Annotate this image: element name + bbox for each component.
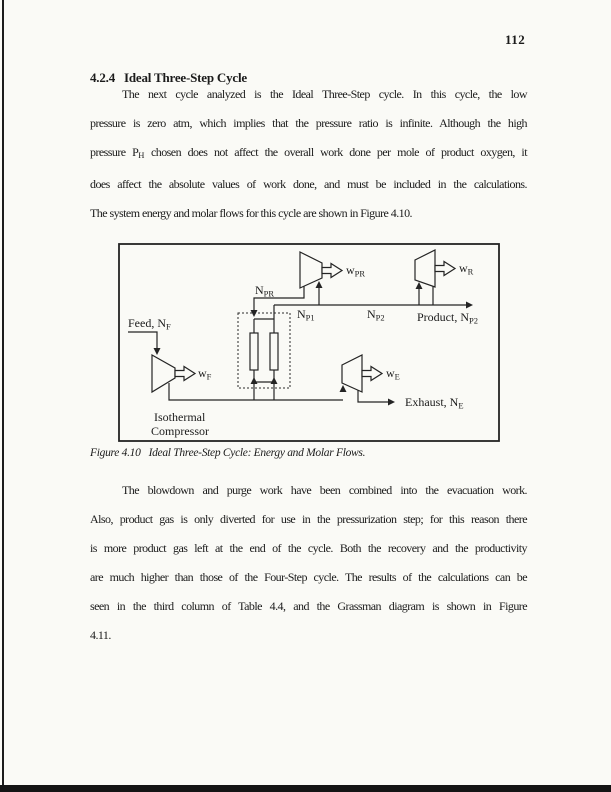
paragraph-2	[90, 476, 527, 650]
adsorbent-bed-left	[250, 333, 258, 370]
label-np1: $N_{P1}$	[297, 307, 315, 323]
body-line: pressure is zero atm, which implies that the pressure ratio is infinite. Although the high	[90, 116, 527, 130]
body-line: Also, product gas is only diverted for use in the pressurization step; for this reason there	[90, 512, 527, 526]
label-np2: $N_{P2}$	[367, 307, 385, 323]
arrowhead-bed-left-up	[251, 377, 258, 384]
figure-caption-number: Figure 4.10	[90, 447, 141, 459]
bed-unit-dotted-box	[238, 313, 290, 388]
label-product: Product, $N_{P2}$	[417, 310, 478, 326]
subscript-H: H	[138, 150, 145, 160]
work-arrow-wr	[435, 262, 455, 276]
evacuation-unit	[342, 355, 362, 392]
section-title: Ideal Three-Step Cycle	[124, 70, 247, 85]
arrowhead-product-right	[466, 302, 473, 309]
body-line: The blowdown and purge work have been combined into the evacuation work.	[122, 483, 527, 497]
body-line: does affect the absolute values of work done, and must be included in the calculations.	[90, 177, 527, 191]
body-line: 4.11.	[90, 628, 111, 642]
label-isothermal: Isothermal	[154, 410, 206, 424]
arrowhead-we-up	[340, 385, 347, 392]
label-feed: Feed, $N_F$	[128, 316, 171, 332]
bottom-manifold-line	[169, 383, 343, 400]
arrowhead-feed-down	[154, 348, 161, 355]
scan-edge-bottom	[0, 785, 611, 792]
work-arrow-wf	[175, 367, 195, 381]
body-line: are much higher than those of the Four-Step cycle. The results of the calculations can be	[90, 570, 527, 584]
section-number: 4.2.4	[90, 70, 116, 85]
work-arrow-wpr	[322, 264, 342, 278]
page-number: 112	[505, 32, 526, 47]
label-compressor: Compressor	[151, 424, 209, 438]
work-arrow-we	[362, 367, 382, 381]
body-line: pressure $P_H$ chosen does not affect the overall work done per mole of product oxygen, it	[90, 145, 527, 160]
body-line: seen in the third column of Table 4.4, and the Grassman diagram is shown in Figure	[90, 599, 527, 613]
adsorbent-bed-right	[270, 333, 278, 370]
label-wpr: $w_{PR}$	[346, 263, 366, 279]
body-line: The next cycle analyzed is the Ideal Three-Step cycle. In this cycle, the low	[122, 87, 527, 101]
arrowhead-exhaust-right	[388, 399, 395, 406]
scan-edge-left	[2, 0, 4, 792]
bed-top-header-lines	[254, 305, 274, 333]
label-npr: $N_{PR}$	[255, 283, 275, 299]
body-line: is more product gas left at the end of the cycle. Both the recovery and the productivity	[90, 541, 527, 555]
feed-compressor	[152, 355, 175, 392]
label-wf: $w_F$	[198, 366, 212, 382]
paragraph-1	[90, 80, 527, 228]
arrowhead-wpr-up	[316, 281, 323, 288]
arrowhead-wr-up	[416, 282, 423, 289]
figure-caption	[90, 447, 365, 459]
recovery-unit	[415, 250, 435, 287]
feed-line	[128, 332, 157, 348]
label-we: $w_E$	[386, 366, 400, 382]
arrowhead-bed-right-up	[271, 377, 278, 384]
figure-4-10	[118, 243, 500, 442]
body-line: The system energy and molar flows for this cycle are shown in Figure 4.10.	[90, 206, 412, 220]
label-wr: $w_R$	[459, 261, 474, 277]
label-exhaust: Exhaust, $N_E$	[405, 395, 464, 411]
figure-caption-text: Ideal Three-Step Cycle: Energy and Molar Flows.	[148, 447, 366, 459]
bed-bottom-header-lines	[254, 370, 274, 400]
